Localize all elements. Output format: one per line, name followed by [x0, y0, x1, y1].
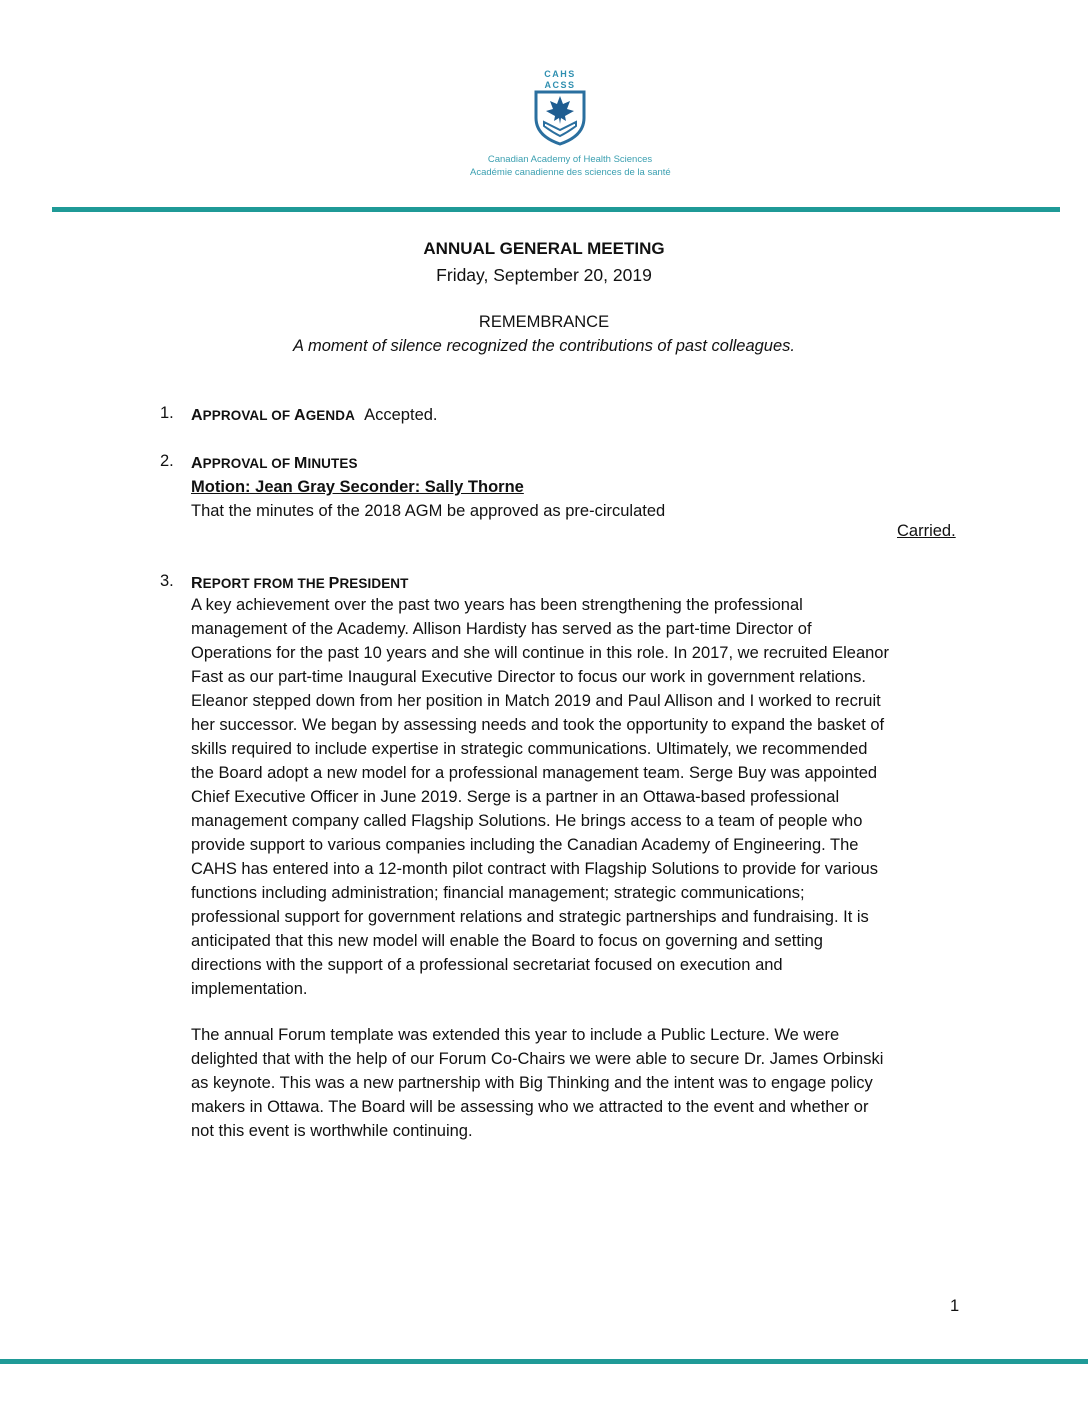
remembrance-heading: REMEMBRANCE [478, 313, 610, 331]
item-heading: APPROVAL OF MINUTES [191, 455, 358, 472]
meeting-date: Friday, September 20, 2019 [436, 265, 652, 285]
svg-text:CAHS: CAHS [544, 69, 576, 79]
agenda-item-1 [191, 403, 438, 428]
motion-line: Motion: Jean Gray Seconder: Sally Thorne [191, 478, 524, 496]
item-heading: APPROVAL OF AGENDA [191, 407, 355, 424]
item-heading: REPORT FROM THE PRESIDENT [191, 575, 409, 592]
logo-name-fr: Académie canadienne des sciences de la santé [470, 167, 671, 178]
page-number: 1 [950, 1297, 960, 1315]
item-number: 3. [160, 572, 174, 590]
item-number: 2. [160, 452, 174, 470]
president-report-paragraph-1: A key achievement over the past two years has been strengthening the professional management of the Academy. Allison Hardisty has served as the part-time Director of Operations for the past 10 years and she will continue in this role. In 2017, we recruited Eleanor Fast as our part-time Inaugural Executive Director to focus our work in government relations. Eleanor stepped down from her position in Match 2019 and Paul Allison and I worked to recruit her successor. We began by assessing needs and took the opportunity to expand the basket of skills required to include expertise in strategic communications. Ultimately, we recommended the Board adopt a new model for a professional management team. Serge Buy was appointed Chief Executive Officer in June 2019. Serge is a partner in an Ottawa-based professional management company called Flagship Solutions. He brings access to a team of people who provide support to various companies including the Canadian Academy of Engineering. The CAHS has entered into a 12-month pilot contract with Flagship Solutions to provide for various functions including administration; financial management; strategic communications; professional support for government relations and strategic partnerships and fundraising. It is anticipated that this new model will enable the Board to focus on governing and setting directions with the support of a professional secretariat focused on execution and implementation. [191, 596, 889, 998]
president-report-paragraph-2: The annual Forum template was extended this year to include a Public Lecture. We were delighted that with the help of our Forum Co-Chairs we were able to secure Dr. James Orbinski as keynote. This was a new partnership with Big Thinking and the intent was to engage policy makers in Ottawa. The Board will be assessing who we attracted to the event and whether or not this event is worthwhile continuing. [191, 1026, 884, 1140]
agenda-item-2 [191, 451, 358, 476]
footer-divider [0, 1359, 1088, 1364]
item-number: 1. [160, 404, 174, 422]
svg-text:ACSS: ACSS [544, 80, 576, 90]
motion-text: That the minutes of the 2018 AGM be approved as pre-circulated [191, 502, 666, 520]
cahs-logo [470, 66, 670, 186]
cahs-shield-logo-icon [530, 66, 590, 146]
motion-result: Carried. [897, 522, 956, 540]
meeting-title: ANNUAL GENERAL MEETING [423, 239, 665, 258]
remembrance-text: A moment of silence recognized the contributions of past colleagues. [292, 337, 795, 355]
header-divider [52, 207, 1060, 212]
item-result: Accepted. [364, 406, 438, 424]
logo-name-en: Canadian Academy of Health Sciences [487, 154, 653, 165]
